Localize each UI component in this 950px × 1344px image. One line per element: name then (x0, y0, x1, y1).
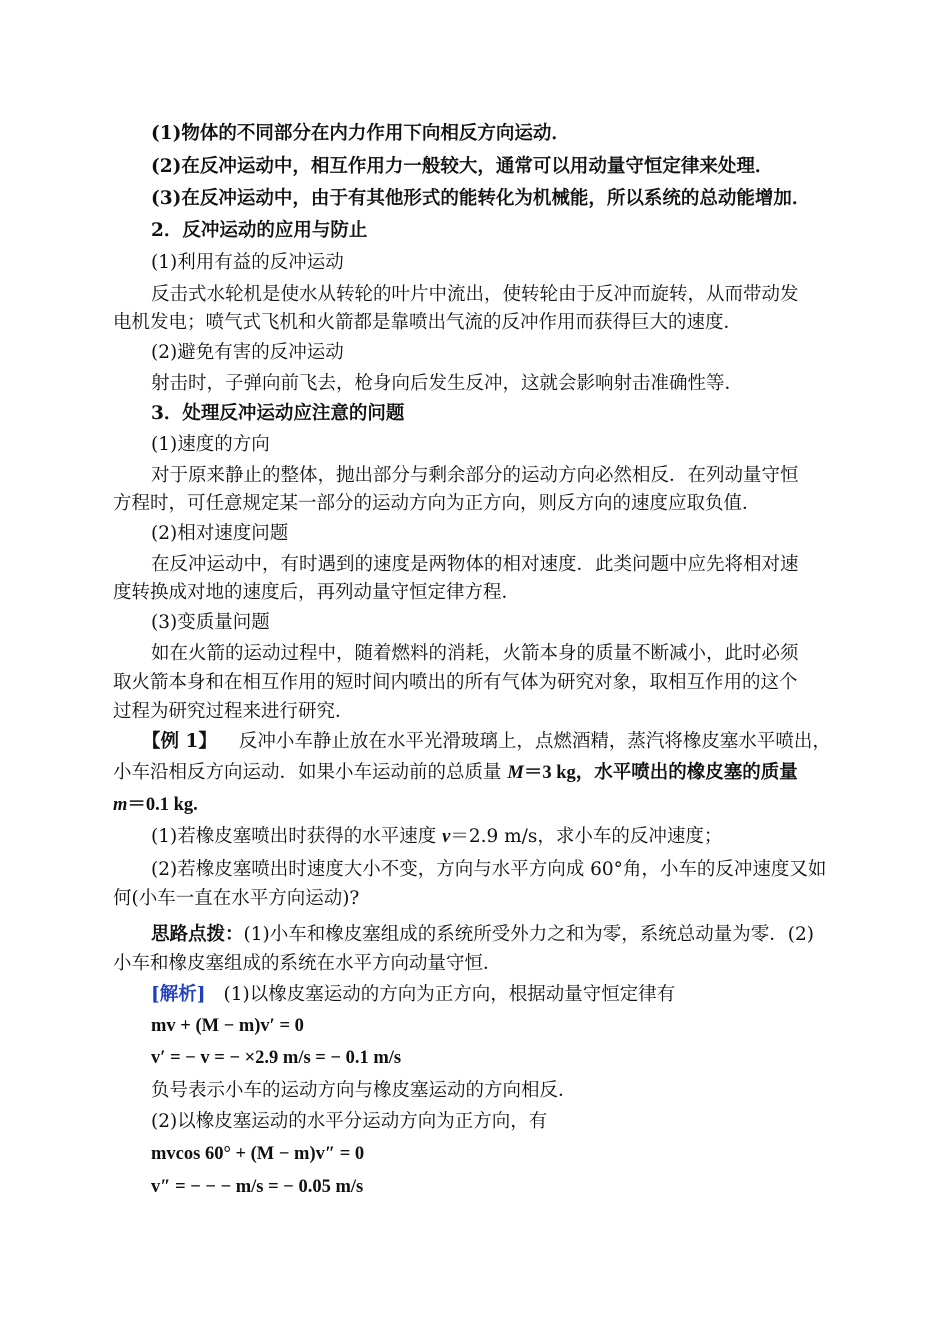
solution-intro-2: (2)以橡皮塞运动的水平分运动方向为正方向，有 (151, 1111, 548, 1132)
equation-1: mv + (M − m)v′ = 0 (151, 1016, 304, 1036)
paragraph-line: 如在火箭的运动过程中，随着燃料的消耗，火箭本身的质量不断减小，此时必须 (151, 643, 799, 664)
paragraph-line: 对于原来静止的整体，抛出部分与剩余部分的运动方向必然相反．在列动量守恒 (151, 465, 799, 486)
point-1: (1)物体的不同部分在内力作用下向相反方向运动． (151, 123, 570, 144)
example-text: 小车沿相反方向运动．如果小车运动前的总质量 (113, 762, 508, 783)
equation-3: mvcos 60° + (M − m)v″ = 0 (151, 1144, 365, 1164)
hint-label: 思路点拨： (151, 924, 244, 945)
solution-label: [解析] (151, 984, 206, 1005)
hint-line-cont: 小车和橡皮塞组成的系统在水平方向动量守恒． (113, 953, 502, 974)
point-2: (2)在反冲运动中，相互作用力一般较大，通常可以用动量守恒定律来处理． (151, 156, 774, 177)
paragraph-line: 方程时，可任意规定某一部分的运动方向为正方向，则反方向的速度应取负值． (113, 493, 761, 514)
question-2: (2)若橡皮塞喷出时速度大小不变，方向与水平方向成 60°角，小车的反冲速度又如 (151, 859, 827, 880)
subheading-harmful-recoil: (2)避免有害的反冲运动 (151, 342, 344, 363)
subheading-relative-velocity: (2)相对速度问题 (151, 523, 289, 544)
equation-2: v′ = − v = − ×2.9 m/s = − 0.1 m/s (151, 1048, 402, 1068)
question-1 (151, 824, 843, 850)
example-text: ＝0.1 kg. (127, 795, 198, 815)
solution-intro (151, 982, 843, 1008)
paragraph-line: 度转换成对地的速度后，再列动量守恒定律方程． (113, 582, 521, 603)
hint-text: (1)小车和橡皮塞组成的系统所受外力之和为零，系统总动量为零．(2) (243, 924, 814, 945)
section-2-heading: 2．反冲运动的应用与防止 (151, 220, 368, 241)
paragraph-line: 过程为研究过程来进行研究． (113, 701, 354, 722)
subheading-variable-mass: (3)变质量问题 (151, 612, 270, 633)
paragraph-line: 反击式水轮机是使水从转轮的叶片中流出，使转轮由于反冲而旋转，从而带动发 (151, 284, 799, 305)
example-text: 反冲小车静止放在水平光滑玻璃上，点燃酒精，蒸汽将橡皮塞水平喷出， (238, 731, 831, 752)
point-3: (3)在反冲运动中，由于有其他形式的能转化为机械能，所以系统的总动能增加． (151, 188, 811, 209)
solution-note: 负号表示小车的运动方向与橡皮塞运动的方向相反． (151, 1080, 577, 1101)
example-line (113, 760, 843, 786)
paragraph-line: 取火箭本身和在相互作用的短时间内喷出的所有气体为研究对象，取相互作用的这个 (113, 672, 798, 693)
equation-4: v″ = − − − m/s = − 0.05 m/s (151, 1177, 364, 1197)
var-m: m (113, 795, 128, 815)
var-v: v (442, 827, 451, 847)
question-text: ＝2.9 m/s，求小车的反冲速度； (450, 826, 723, 847)
section-3-heading: 3．处理反冲运动应注意的问题 (151, 403, 405, 424)
question-text: (1)若橡皮塞喷出时获得的水平速度 (151, 826, 443, 847)
question-2-cont: 何(小车一直在水平方向运动)? (113, 888, 360, 909)
paragraph-line: 电机发电；喷气式飞机和火箭都是靠喷出气流的反冲作用而获得巨大的速度． (113, 312, 743, 333)
paragraph-line: 射击时，子弹向前飞去，枪身向后发生反冲，这就会影响射击准确性等． (151, 373, 744, 394)
paragraph-line: 在反冲运动中，有时遇到的速度是两物体的相对速度．此类问题中应先将相对速 (151, 554, 799, 575)
solution-text: (1)以橡皮塞运动的方向为正方向，根据动量守恒定律有 (223, 984, 676, 1005)
example-line (142, 729, 834, 755)
example-label: 【例 1】 (142, 731, 217, 752)
example-line (113, 792, 843, 818)
hint-line (151, 922, 843, 948)
var-M: M (507, 763, 524, 783)
subheading-velocity-direction: (1)速度的方向 (151, 434, 270, 455)
subheading-useful-recoil: (1)利用有益的反冲运动 (151, 252, 344, 273)
example-text: ＝3 kg，水平喷出的橡皮塞的质量 (523, 763, 798, 783)
